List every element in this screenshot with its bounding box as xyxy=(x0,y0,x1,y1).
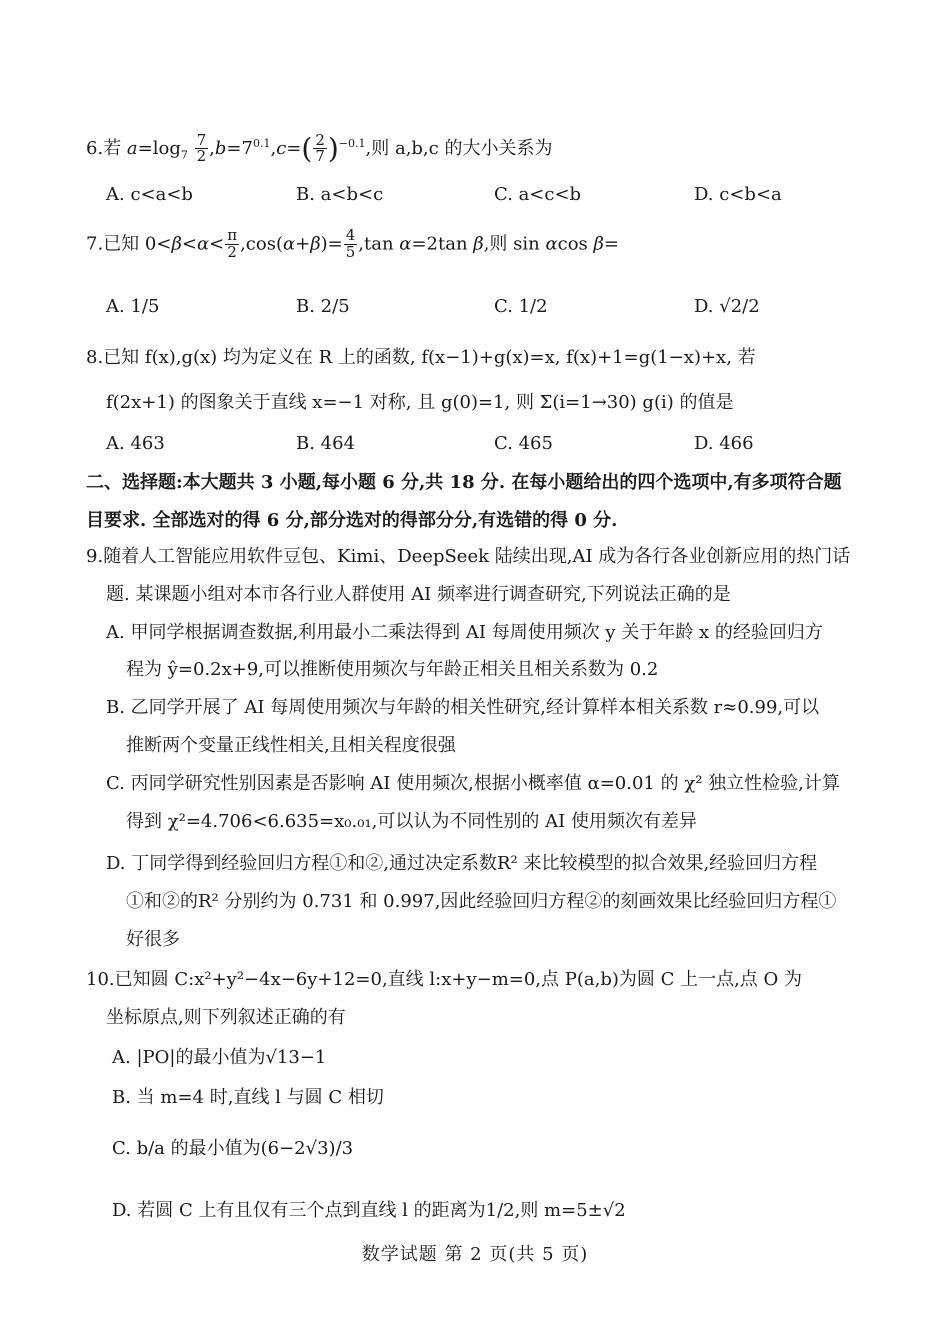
q10-number: 10. xyxy=(86,969,115,990)
q9-line1-text: 随着人工智能应用软件豆包、Kimi、DeepSeek 陆续出现,AI 成为各行各业创新应用的热门话 xyxy=(103,546,851,567)
q6-tail: ,则 a,b,c 的大小关系为 xyxy=(365,137,553,159)
q10-option-c: C. b/a 的最小值为(6−2√3)/3 xyxy=(112,1138,354,1159)
q9-option-d-line2: ①和②的R² 分别约为 0.731 和 0.997,因此经验回归方程②的刻画效果比经验回归方程① xyxy=(126,891,837,912)
q9-option-b-line2: 推断两个变量正线性相关,且相关程度很强 xyxy=(126,735,456,756)
q6-option-a: A. c<a<b xyxy=(106,184,193,205)
q10-option-a: A. |PO|的最小值为√13−1 xyxy=(112,1047,327,1068)
q8-line1-text: 已知 f(x),g(x) 均为定义在 R 上的函数, f(x−1)+g(x)=x, f(x)+1=g(1−x)+x, 若 xyxy=(103,347,756,368)
section2-line2: 目要求. 全部选对的得 6 分,部分选对的得部分分,有选错的得 0 分. xyxy=(86,510,618,531)
q9-option-b-line1: B. 乙同学开展了 AI 每周使用频次与年龄的相关性研究,经计算样本相关系数 r≈0.99,可以 xyxy=(106,697,820,718)
q7-lead: 已知 xyxy=(103,233,140,255)
q10-line1-text: 已知圆 C:x²+y²−4x−6y+12=0,直线 l:x+y−m=0,点 P(a,b)为圆 C 上一点,点 O 为 xyxy=(114,969,803,990)
q6-number: 6. xyxy=(86,137,104,159)
q6-option-b: B. a<b<c xyxy=(296,184,384,205)
q8-option-b: B. 464 xyxy=(296,433,356,454)
q7-number: 7. xyxy=(86,233,104,255)
page-footer: 数学试题 第 2 页(共 5 页) xyxy=(361,1244,589,1265)
q7-option-c: C. 1/2 xyxy=(494,296,548,317)
q9-option-d-line3: 好很多 xyxy=(126,929,180,950)
q6-option-d: D. c<b<a xyxy=(694,184,782,205)
q9-option-c-line1: C. 丙同学研究性别因素是否影响 AI 使用频次,根据小概率值 α=0.01 的 χ² 独立性检验,计算 xyxy=(106,773,840,794)
q9-line1 xyxy=(86,546,850,568)
section2-line1: 二、选择题:本大题共 3 小题,每小题 6 分,共 18 分. 在每小题给出的四个选项中,有多项符合题 xyxy=(86,472,842,493)
q10-line1 xyxy=(86,969,802,991)
q8-option-c: C. 465 xyxy=(494,433,553,454)
q9-option-c-line2: 得到 χ²=4.706<6.635=x₀.₀₁,可以认为不同性别的 AI 使用频次有差异 xyxy=(126,811,697,832)
q9-option-a-line2: 程为 ŷ=0.2x+9,可以推断使用频次与年龄正相关且相关系数为 0.2 xyxy=(126,659,659,680)
q7-option-b: B. 2/5 xyxy=(296,296,350,317)
q6-prompt: 6.若 $a=\log_7$ $\frac{7}{2}$ $,b=7^{0.1},c=$( $\frac{2}{7}$ )$^{-0.1}$,则 a,b,c 的大小关系为 xyxy=(86,130,553,166)
q9-option-d-line1: D. 丁同学得到经验回归方程①和②,通过决定系数R² 来比较模型的拟合效果,经验回归方程 xyxy=(106,853,818,874)
q10-option-d: D. 若圆 C 上有且仅有三个点到直线 l 的距离为1/2,则 m=5±√2 xyxy=(112,1200,626,1221)
q6-option-c: C. a<c<b xyxy=(494,184,582,205)
q8-option-d: D. 466 xyxy=(694,433,754,454)
q8-line1 xyxy=(86,347,756,369)
q7-option-d: D. √2/2 xyxy=(694,296,760,317)
q9-option-a-line1: A. 甲同学根据调查数据,利用最小二乘法得到 AI 每周使用频次 y 关于年龄 x 的经验回归方 xyxy=(106,622,823,643)
q10-line2: 坐标原点,则下列叙述正确的有 xyxy=(106,1007,346,1028)
q8-option-a: A. 463 xyxy=(106,433,165,454)
q8-number: 8. xyxy=(86,347,104,368)
q7-prompt: 7.已知 0<β<α< $\frac{\pi}{2}$ ,cos(α+β)= $\frac{4}{5}$ ,tan α=2tan β,则 sin αcos β= xyxy=(86,226,619,261)
q7-option-a: A. 1/5 xyxy=(106,296,160,317)
q9-number: 9. xyxy=(86,546,104,567)
q9-line2: 题. 某课题小组对本市各行业人群使用 AI 频率进行调查研究,下列说法正确的是 xyxy=(106,584,731,605)
q8-line2: f(2x+1) 的图象关于直线 x=−1 对称, 且 g(0)=1, 则 Σ(i=1→30) g(i) 的值是 xyxy=(106,392,734,413)
q10-option-b: B. 当 m=4 时,直线 l 与圆 C 相切 xyxy=(112,1087,384,1108)
